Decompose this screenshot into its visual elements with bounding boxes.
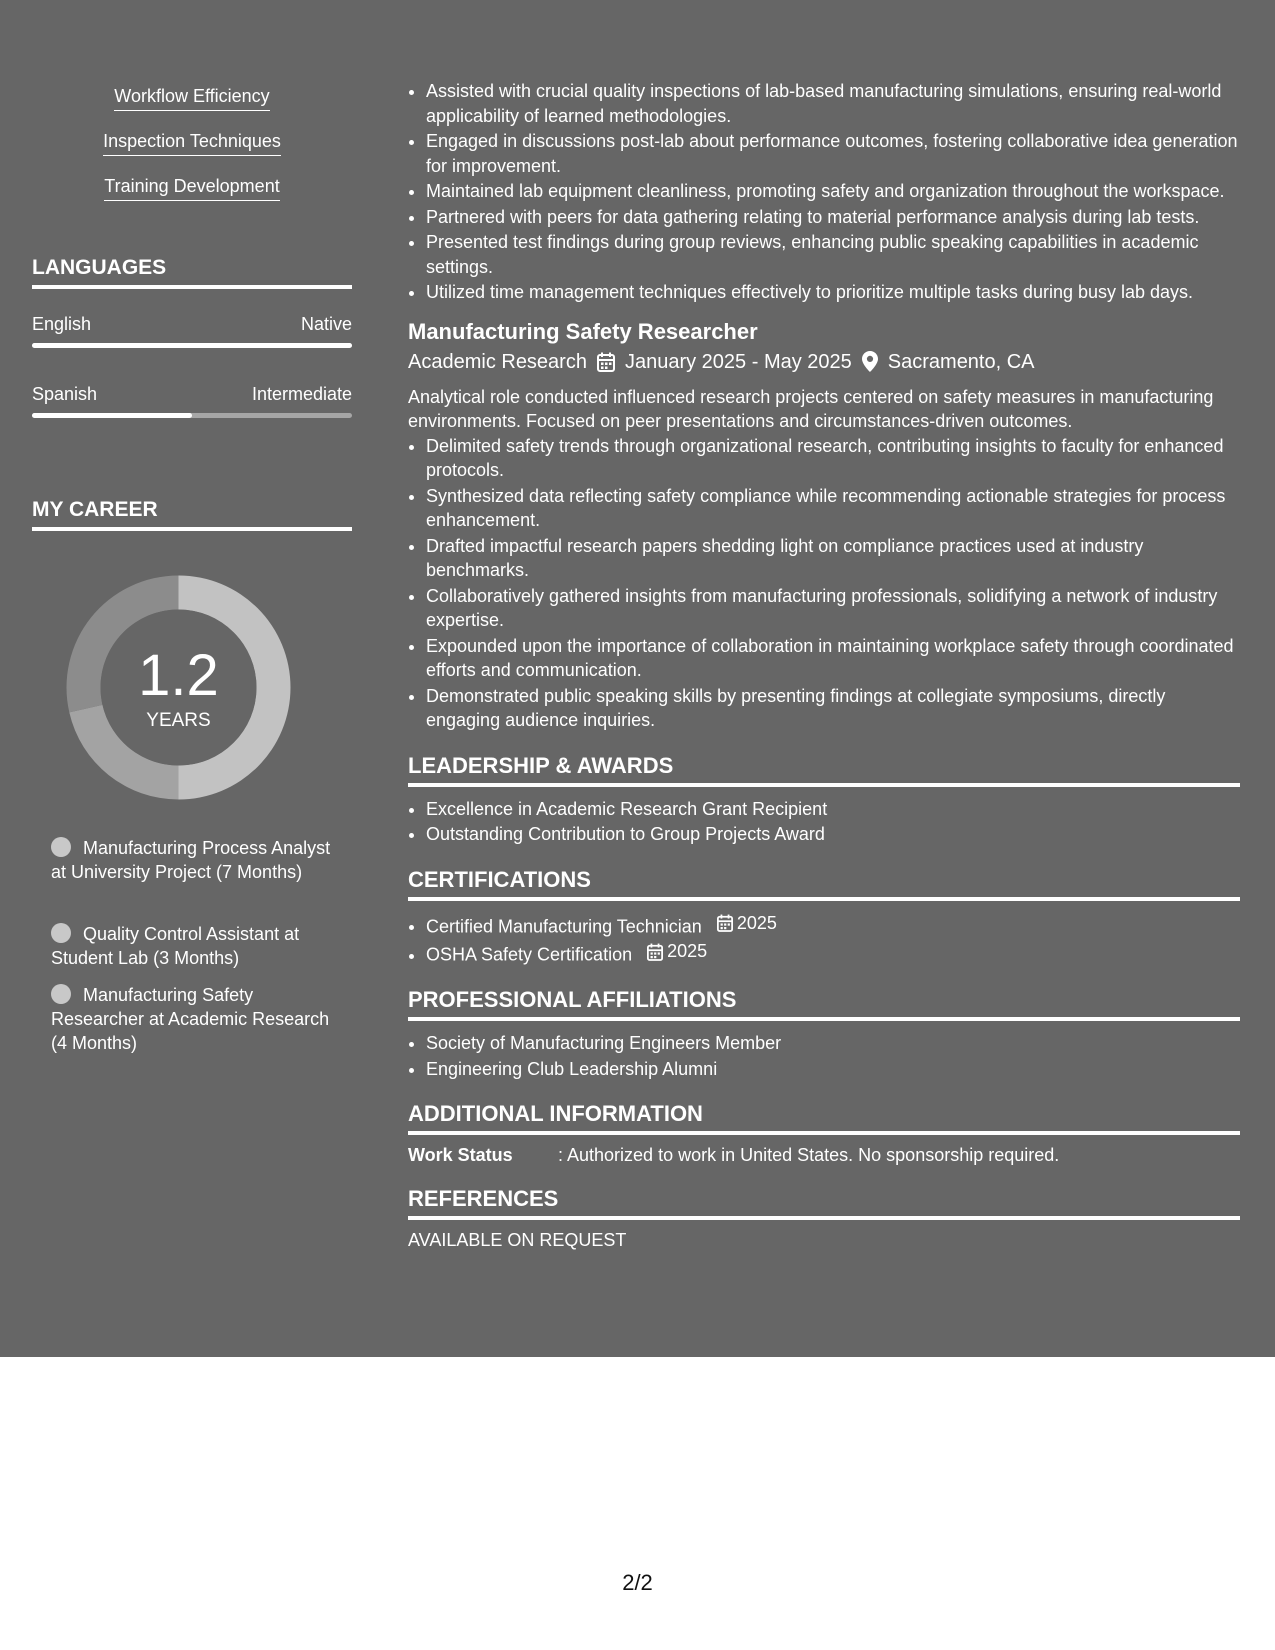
affiliation-item: • Engineering Club Leadership Alumni bbox=[426, 1057, 1240, 1082]
bullet-item: • Utilized time management techniques effectively to prioritize multiple tasks during busy lab days. bbox=[426, 280, 1240, 305]
language-level: Native bbox=[300, 314, 352, 334]
calendar-icon bbox=[647, 943, 663, 961]
language-row bbox=[32, 384, 352, 405]
bullet-item: • Maintained lab equipment cleanliness, promoting safety and organization throughout the workspace. bbox=[426, 179, 1240, 204]
references-text: AVAILABLE ON REQUEST bbox=[408, 1230, 627, 1250]
certification-item bbox=[426, 911, 1240, 939]
career-total-number: 1.2 bbox=[138, 643, 219, 708]
skill-label: Workflow Efficiency bbox=[114, 86, 269, 111]
career-item bbox=[51, 922, 341, 970]
page-number: 2/2 bbox=[622, 1570, 653, 1595]
certification-year: 2025 bbox=[736, 912, 777, 933]
prev-job-bullets bbox=[408, 79, 1240, 305]
career-total bbox=[66, 575, 291, 800]
career-dot-icon bbox=[51, 837, 71, 857]
affiliation-item: • Society of Manufacturing Engineers Member bbox=[426, 1031, 1240, 1056]
language-proficiency-bar bbox=[32, 413, 352, 418]
leadership-list bbox=[408, 797, 1240, 847]
career-item-label: Quality Control Assistant at Student Lab (3 Months) bbox=[51, 924, 300, 968]
bullet-item: • Collaboratively gathered insights from manufacturing professionals, solidifying a network of industry expertise. bbox=[426, 584, 1240, 633]
skill-item bbox=[32, 86, 352, 111]
affiliations-list bbox=[408, 1031, 1240, 1081]
job-meta bbox=[408, 347, 1240, 377]
language-proficiency-fill bbox=[32, 413, 192, 418]
award-item: • Excellence in Academic Research Grant Recipient bbox=[426, 797, 1240, 822]
job-description: Analytical role conducted influenced research projects centered on safety measures in manufacturing environments. Focused on peer presentations and circumstances-driven outcomes. bbox=[408, 386, 1214, 431]
career-item-label: Manufacturing Process Analyst at University Project (7 Months) bbox=[51, 838, 331, 882]
language-level: Intermediate bbox=[251, 384, 352, 404]
bullet-item: • Presented test findings during group reviews, enhancing public speaking capabilities in academic settings. bbox=[426, 230, 1240, 279]
certification-name: OSHA Safety Certification bbox=[426, 944, 633, 965]
skill-item bbox=[32, 176, 352, 201]
certification-name: Certified Manufacturing Technician bbox=[426, 915, 702, 936]
location-pin-icon bbox=[862, 351, 878, 372]
bullet-item: • Delimited safety trends through organizational research, contributing insights to faculty for enhanced protocols. bbox=[426, 434, 1240, 483]
certification-date bbox=[647, 939, 707, 964]
job-dates: January 2025 - May 2025 bbox=[624, 350, 852, 373]
career-item bbox=[51, 836, 341, 884]
language-proficiency-fill bbox=[32, 343, 352, 348]
language-row bbox=[32, 314, 352, 335]
bullet-item: • Assisted with crucial quality inspections of lab-based manufacturing simulations, ensuring real-world applicability of learned methodologies. bbox=[426, 79, 1240, 128]
skill-item bbox=[32, 131, 352, 156]
job-company: Academic Research bbox=[408, 350, 587, 373]
certifications-list bbox=[408, 911, 1240, 968]
work-status-label: Work Status bbox=[408, 1145, 513, 1165]
skill-label: Training Development bbox=[104, 176, 279, 201]
award-item: • Outstanding Contribution to Group Projects Award bbox=[426, 822, 1240, 847]
work-status-value: : Authorized to work in United States. No sponsorship required. bbox=[558, 1145, 1060, 1165]
career-total-unit: YEARS bbox=[146, 710, 211, 731]
bullet-item: • Drafted impactful research papers shedding light on compliance practices used at industry benchmarks. bbox=[426, 534, 1240, 583]
additional-info-heading: ADDITIONAL INFORMATION bbox=[408, 1101, 1240, 1135]
affiliations-heading: PROFESSIONAL AFFILIATIONS bbox=[408, 987, 1240, 1021]
certifications-heading: CERTIFICATIONS bbox=[408, 867, 1240, 901]
language-name: English bbox=[32, 314, 92, 334]
job-title: Manufacturing Safety Researcher bbox=[408, 318, 758, 344]
language-proficiency-bar bbox=[32, 343, 352, 348]
career-item bbox=[51, 983, 341, 1055]
certification-date bbox=[717, 911, 777, 936]
certification-year: 2025 bbox=[667, 941, 708, 962]
career-dot-icon bbox=[51, 984, 71, 1004]
job-bullets bbox=[408, 434, 1240, 733]
language-name: Spanish bbox=[32, 384, 98, 404]
bullet-item: • Expounded upon the importance of collaboration in maintaining workplace safety through coordinated efforts and communication. bbox=[426, 634, 1240, 683]
work-status-row bbox=[408, 1145, 1240, 1166]
calendar-icon bbox=[597, 352, 615, 372]
bullet-item: • Engaged in discussions post-lab about performance outcomes, fostering collaborative idea generation for improvement. bbox=[426, 129, 1240, 178]
references-heading: REFERENCES bbox=[408, 1186, 1240, 1220]
main-content bbox=[408, 79, 1240, 1251]
bullet-item: • Synthesized data reflecting safety compliance while recommending actionable strategies for process enhancement. bbox=[426, 484, 1240, 533]
calendar-icon bbox=[717, 914, 733, 932]
leadership-heading: LEADERSHIP & AWARDS bbox=[408, 753, 1240, 787]
certification-item bbox=[426, 939, 1240, 967]
career-dot-icon bbox=[51, 923, 71, 943]
skill-label: Inspection Techniques bbox=[103, 131, 281, 156]
bullet-item: • Demonstrated public speaking skills by presenting findings at collegiate symposiums, directly engaging audience inquiries. bbox=[426, 684, 1240, 733]
bullet-item: • Partnered with peers for data gathering relating to material performance analysis during lab tests. bbox=[426, 205, 1240, 230]
career-heading: MY CAREER bbox=[32, 498, 352, 531]
career-item-label: Manufacturing Safety Researcher at Academic Research (4 Months) bbox=[51, 985, 330, 1053]
job-location: Sacramento, CA bbox=[887, 350, 1035, 373]
languages-heading: LANGUAGES bbox=[32, 256, 352, 289]
